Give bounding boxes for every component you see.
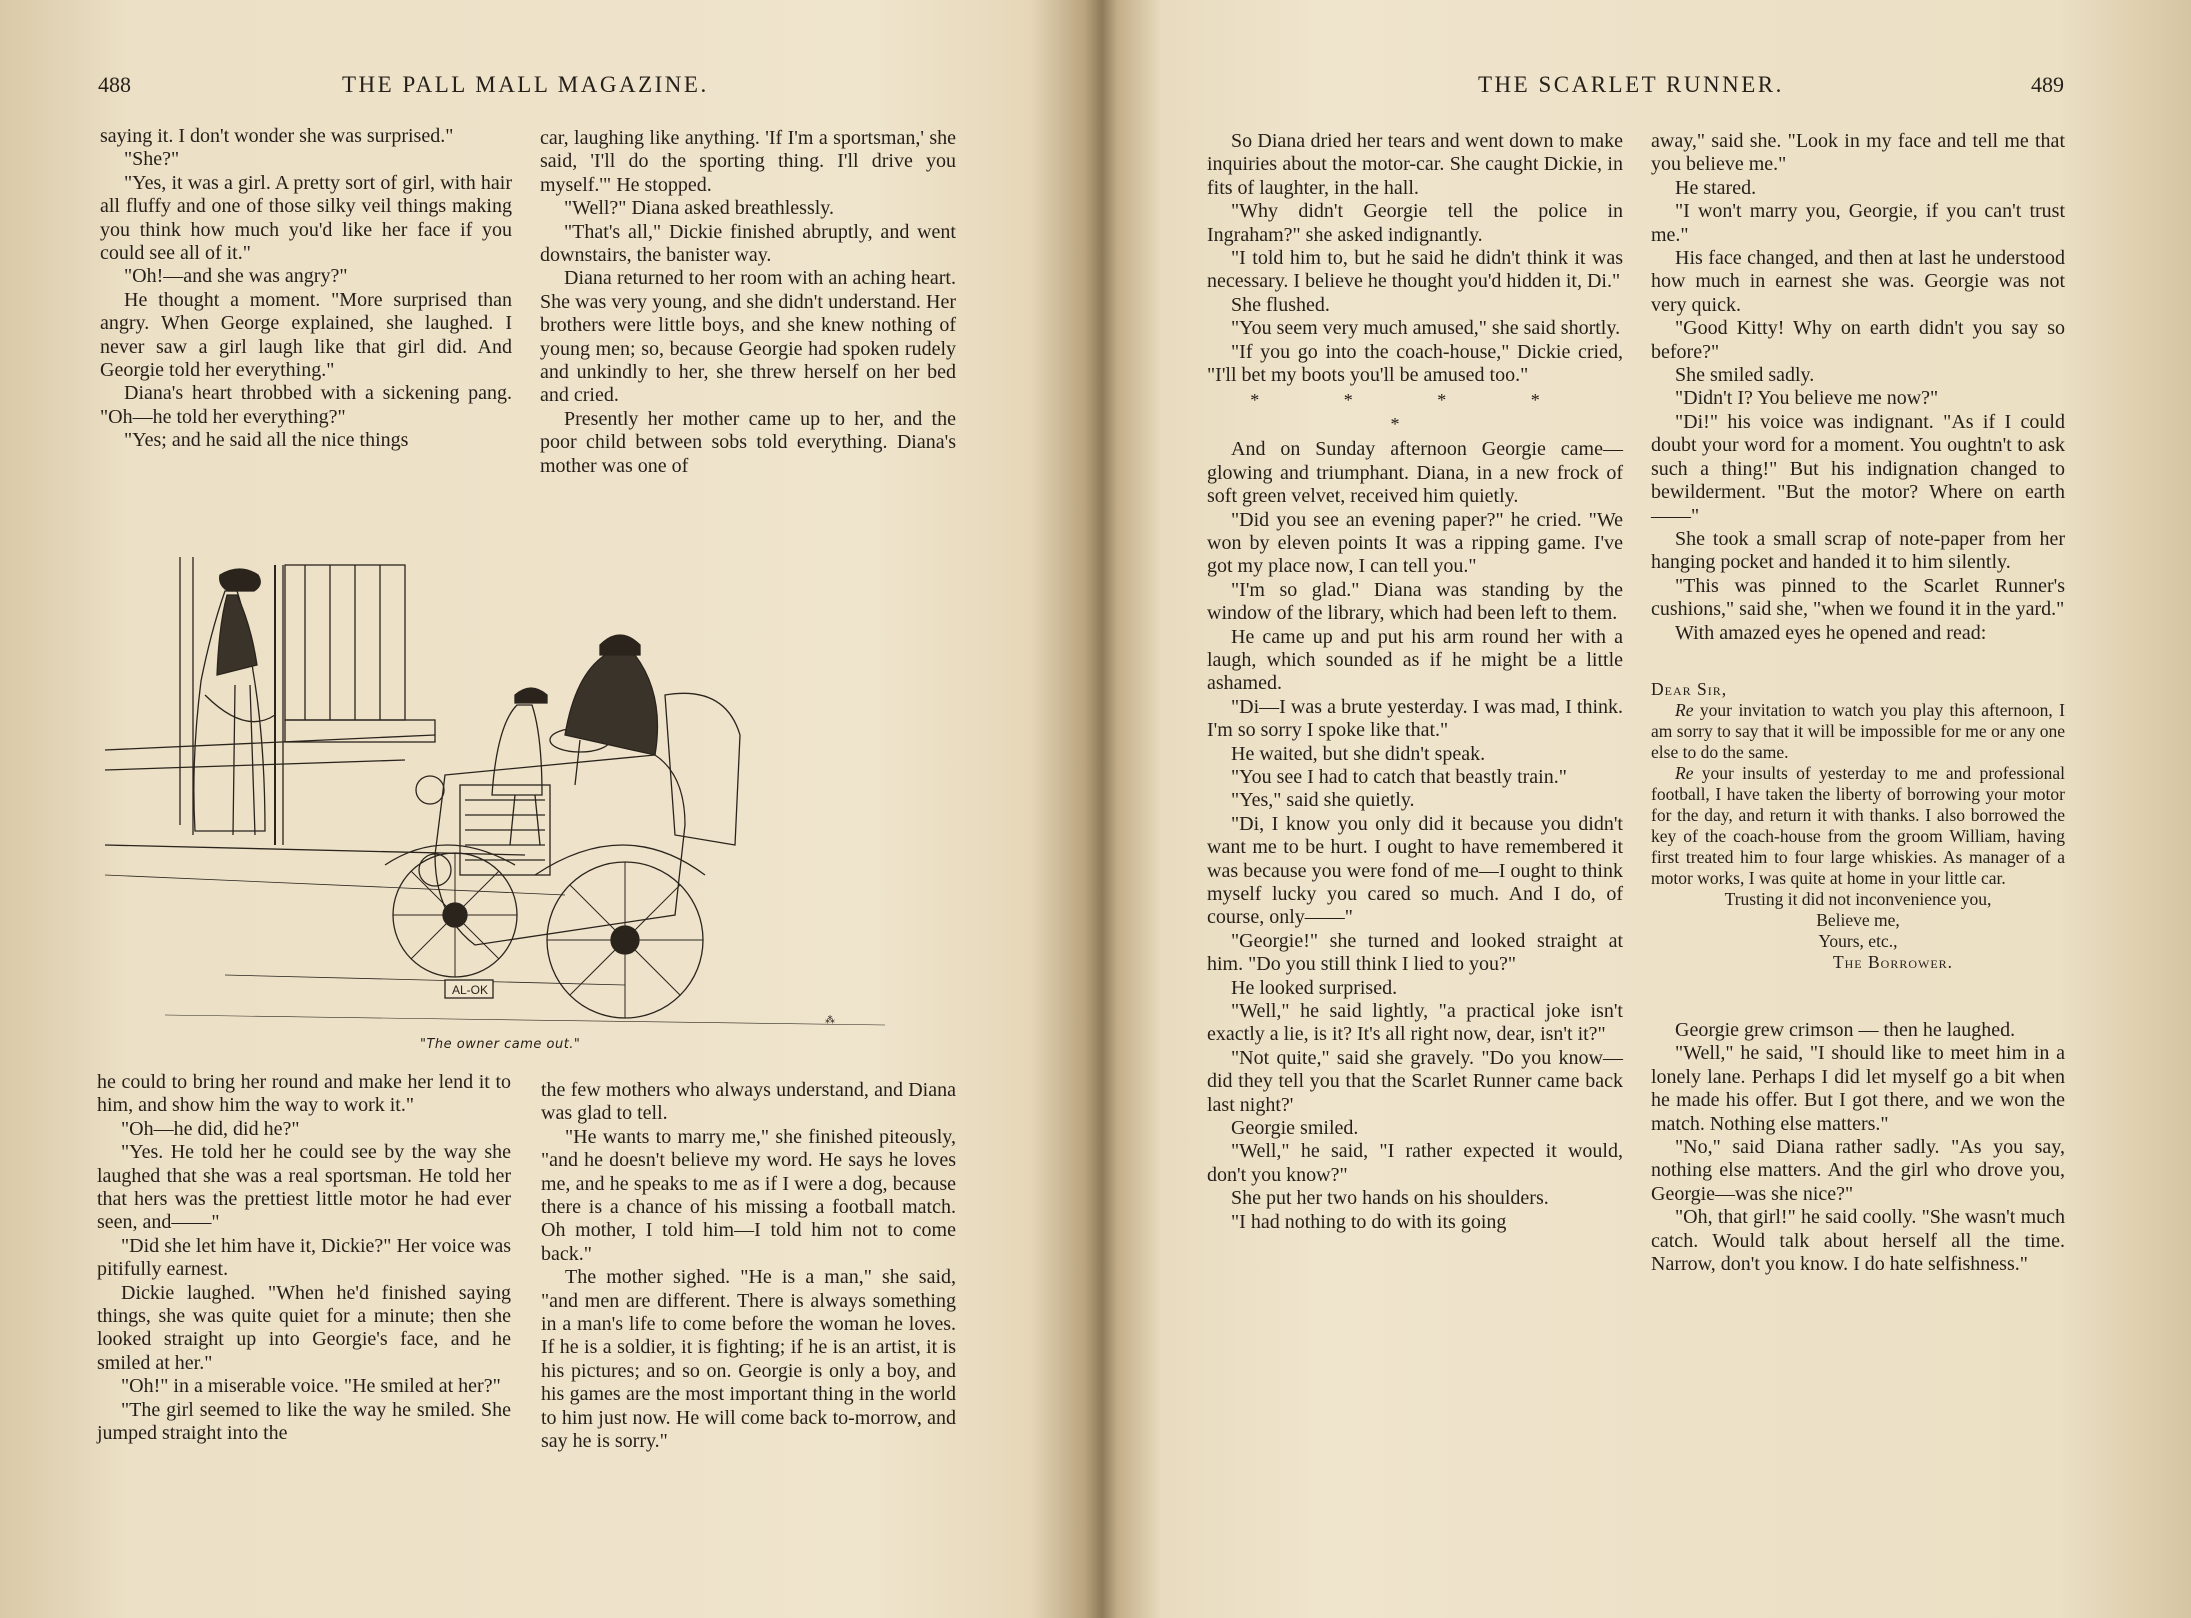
- paragraph: With amazed eyes he opened and read:: [1675, 621, 1987, 644]
- paragraph: Georgie grew crimson — then he laughed.: [1675, 1018, 2016, 1041]
- paragraph: "Di, I know you only did it because you didn't want me to be hurt. I ought to have remembered it was because you were fond of me—I ought to think myself lucky you cared so much. And I do, of course, only——": [1207, 812, 1623, 929]
- right-running-head: [1105, 72, 2191, 102]
- paragraph: "Well," he said, "I should like to meet him in a lonely lane. Perhaps I did let myself go a bit when he made his offer. But I got there, and we won the match. Nothing else matters.": [1651, 1042, 2065, 1135]
- paragraph: "Yes; and he said all the nice things: [124, 429, 409, 452]
- left-column-1-bottom: [97, 1071, 511, 1446]
- paragraph: He thought a moment. "More surprised than angry. When George explained, she laughed. I never saw a girl laugh like that girl did. And Georgie told her everything.": [100, 288, 512, 382]
- paragraph: "Di—I was a brute yesterday. I was mad, I think. I'm so sorry I spoke like that.": [1207, 695, 1623, 742]
- paragraph: "No," said Diana rather sadly. "As you say, nothing else matters. And the girl who drove you, Georgie—was she nice?": [1651, 1135, 2065, 1205]
- illustration-caption: "The owner came out.": [420, 1037, 581, 1052]
- artist-signature: ⁂: [825, 1015, 835, 1026]
- letter-signature: The Borrower.: [1832, 951, 1954, 972]
- left-magazine-title: THE PALL MALL MAGAZINE.: [342, 72, 709, 97]
- paragraph: "You seem very much amused," she said shortly.: [1231, 317, 1621, 340]
- right-column-1: [1207, 130, 1623, 1234]
- paragraph: "Di!" his voice was indignant. "As if I could doubt your word for a moment. You oughtn't to ask such a thing!" But his indignation changed to bewilderment. "But the motor? Where on earth——": [1651, 410, 2065, 527]
- paragraph: the few mothers who always understand, and Diana was glad to tell.: [541, 1079, 956, 1125]
- paragraph: And on Sunday afternoon Georgie came—glowing and triumphant. Diana, in a new frock of soft green velvet, received him quietly.: [1207, 438, 1623, 508]
- left-column-2-bottom: [541, 1079, 956, 1454]
- letter-closing-1: Trusting it did not inconvenience you,: [1724, 888, 1992, 909]
- right-page-number: 489: [2031, 72, 2064, 97]
- letter-paragraph-2: Re your insults of yesterday to me and professional football, I have taken the liberty of borrowing your motor for the day, and return it with thanks. I also borrowed the key of the coach-house from the groom William, having first treated him to four large whiskies. As manager of a motor works, I was quite at home in your little car.: [1651, 762, 2065, 888]
- letter-closing-2: Believe me,: [1816, 909, 1900, 930]
- paragraph: "I told him to, but he said he didn't think it was necessary. I believe he thought you'd hidden it, Di.": [1207, 247, 1623, 293]
- paragraph: "That's all," Dickie finished abruptly, and went downstairs, the banister way.: [540, 220, 956, 267]
- paragraph: She took a small scrap of note-paper from her hanging pocket and handed it to him silently.: [1651, 527, 2065, 574]
- paragraph: "Oh—he did, did he?": [121, 1117, 300, 1140]
- right-page: [1105, 0, 2191, 1618]
- paragraph: "Yes. He told her he could see by the way she laughed that she was a real sportsman. He told her that hers was the prettiest little motor he had ever seen, and——": [97, 1141, 511, 1234]
- paragraph: "Yes, it was a girl. A pretty sort of girl, with hair all fluffy and one of those silky veil things making you think how much you'd like her face if you could see all of it.": [100, 171, 512, 265]
- paragraph: "Good Kitty! Why on earth didn't you say so before?": [1651, 317, 2065, 363]
- paragraph: "She?": [124, 148, 180, 171]
- illustration-motor-car: [105, 545, 935, 1040]
- paragraph: "He wants to marry me," she finished piteously, "and he doesn't believe my word. He says he loves me, and he speaks to me as if I were a dog, because there is a chance of his missing a football match. Oh mother, I told him—I told him not to come back.": [541, 1125, 956, 1265]
- paragraph: He waited, but she didn't speak.: [1231, 742, 1486, 765]
- paragraph: "Didn't I? You believe me now?": [1675, 387, 1939, 410]
- paragraph: "Well," he said lightly, "a practical joke isn't exactly a lie, is it? It's all right now, dear, isn't it?": [1207, 1000, 1623, 1046]
- borrower-letter: [1651, 679, 2065, 973]
- right-column-2: [1651, 130, 2065, 1276]
- paragraph: Dickie laughed. "When he'd finished saying things, she was quite quiet for a minute; then she looked straight up into Georgie's face, and he smiled at her.": [97, 1281, 511, 1374]
- paragraph: She put her two hands on his shoulders.: [1231, 1187, 1549, 1210]
- paragraph: "The girl seemed to like the way he smiled. She jumped straight into the: [97, 1398, 511, 1445]
- paragraph: He stared.: [1675, 176, 1757, 199]
- paragraph: Georgie smiled.: [1231, 1117, 1359, 1140]
- letter-closing-3: Yours, etc.,: [1818, 930, 1898, 951]
- right-story-title: THE SCARLET RUNNER.: [1478, 72, 1784, 97]
- paragraph: "I'm so glad." Diana was standing by the window of the library, which had been left to them.: [1207, 578, 1623, 625]
- paragraph: "Georgie!" she turned and looked straight at him. "Do you still think I lied to you?": [1207, 929, 1623, 976]
- paragraph: "Oh!—and she was angry?": [124, 265, 348, 288]
- left-column-2-top: [540, 127, 956, 478]
- paragraph: He looked surprised.: [1231, 976, 1398, 999]
- paragraph: * * * * *: [1250, 390, 1580, 434]
- left-page: [0, 0, 1085, 1618]
- paragraph: Diana's heart throbbed with a sickening pang. "Oh—he told her everything?": [100, 382, 512, 428]
- paragraph: "You see I had to catch that beastly train.": [1231, 765, 1567, 788]
- paragraph: "I won't marry you, Georgie, if you can't trust me.": [1651, 200, 2065, 246]
- paragraph: "Well?" Diana asked breathlessly.: [564, 197, 834, 220]
- license-plate: AL-OK: [452, 983, 489, 997]
- paragraph: "Yes," said she quietly.: [1231, 789, 1415, 812]
- paragraph: "Why didn't Georgie tell the police in Ingraham?" she asked indignantly.: [1207, 200, 1623, 246]
- left-column-1-top: [100, 125, 512, 453]
- paragraph: car, laughing like anything. 'If I'm a sportsman,' she said, 'I'll do the sporting thing. I'll drive you myself.'" He stopped.: [540, 127, 956, 196]
- paragraph: "Well," he said, "I rather expected it would, don't you know?": [1207, 1140, 1623, 1186]
- letter-salutation: Dear Sir,: [1651, 678, 1728, 699]
- paragraph: The mother sighed. "He is a man," she said, "and men are different. There is always something in a man's life to come before the woman he loves. If he is a soldier, it is fighting; if he is an artist, it is his pictures; and so on. Georgie is only a boy, and his games are the most important thing in the world to him just now. He will come back to-morrow, and say he is sorry.": [541, 1266, 956, 1453]
- paragraph: "Oh!" in a miserable voice. "He smiled at her?": [121, 1375, 501, 1398]
- paragraph: "If you go into the coach-house," Dickie cried, "I'll bet my boots you'll be amused too.": [1207, 340, 1623, 387]
- paragraph: away," said she. "Look in my face and tell me that you believe me.": [1651, 130, 2065, 176]
- paragraph: "Did you see an evening paper?" he cried. "We won by eleven points It was a ripping game. I've got my place now, I can tell you.": [1207, 508, 1623, 578]
- paragraph: Presently her mother came up to her, and the poor child between sobs told everything. Diana's mother was one of: [540, 407, 956, 477]
- paragraph: She flushed.: [1231, 293, 1330, 316]
- paragraph: saying it. I don't wonder she was surprised.": [100, 125, 454, 147]
- paragraph: "Not quite," said she gravely. "Do you know—did they tell you that the Scarlet Runner came back last night?': [1207, 1046, 1623, 1116]
- paragraph: So Diana dried her tears and went down to make inquiries about the motor-car. She caught Dickie, in fits of laughter, in the hall.: [1207, 130, 1623, 199]
- paragraph: he could to bring her round and make her lend it to him, and show him the way to work it.": [97, 1071, 511, 1117]
- paragraph: Diana returned to her room with an aching heart. She was very young, and she didn't understand. Her brothers were little boys, and she knew nothing of young men; so, because Georgie had spoken rudely and unkindly to her, she threw herself on her bed and cried.: [540, 267, 956, 407]
- paragraph: She smiled sadly.: [1675, 364, 1815, 387]
- paragraph: "Did she let him have it, Dickie?" Her voice was pitifully earnest.: [97, 1234, 511, 1281]
- left-running-head: [0, 72, 1085, 102]
- paragraph: "Oh, that girl!" he said coolly. "She wasn't much catch. Would talk about herself all the time. Narrow, don't you know. I do hate selfishness.": [1651, 1206, 2065, 1275]
- paragraph: His face changed, and then at last he understood how much in earnest she was. Georgie was not very quick.: [1651, 247, 2065, 316]
- paragraph: "I had nothing to do with its going: [1231, 1210, 1507, 1233]
- letter-paragraph-1: Re your invitation to watch you play this afternoon, I am sorry to say that it will be impossible for me or any one else to do the same.: [1651, 699, 2065, 762]
- paragraph: He came up and put his arm round her with a laugh, which sounded as if he might be a little ashamed.: [1207, 625, 1623, 695]
- left-page-number: 488: [98, 72, 131, 97]
- paragraph: "This was pinned to the Scarlet Runner's cushions," said she, "when we found it in the yard.": [1651, 574, 2065, 621]
